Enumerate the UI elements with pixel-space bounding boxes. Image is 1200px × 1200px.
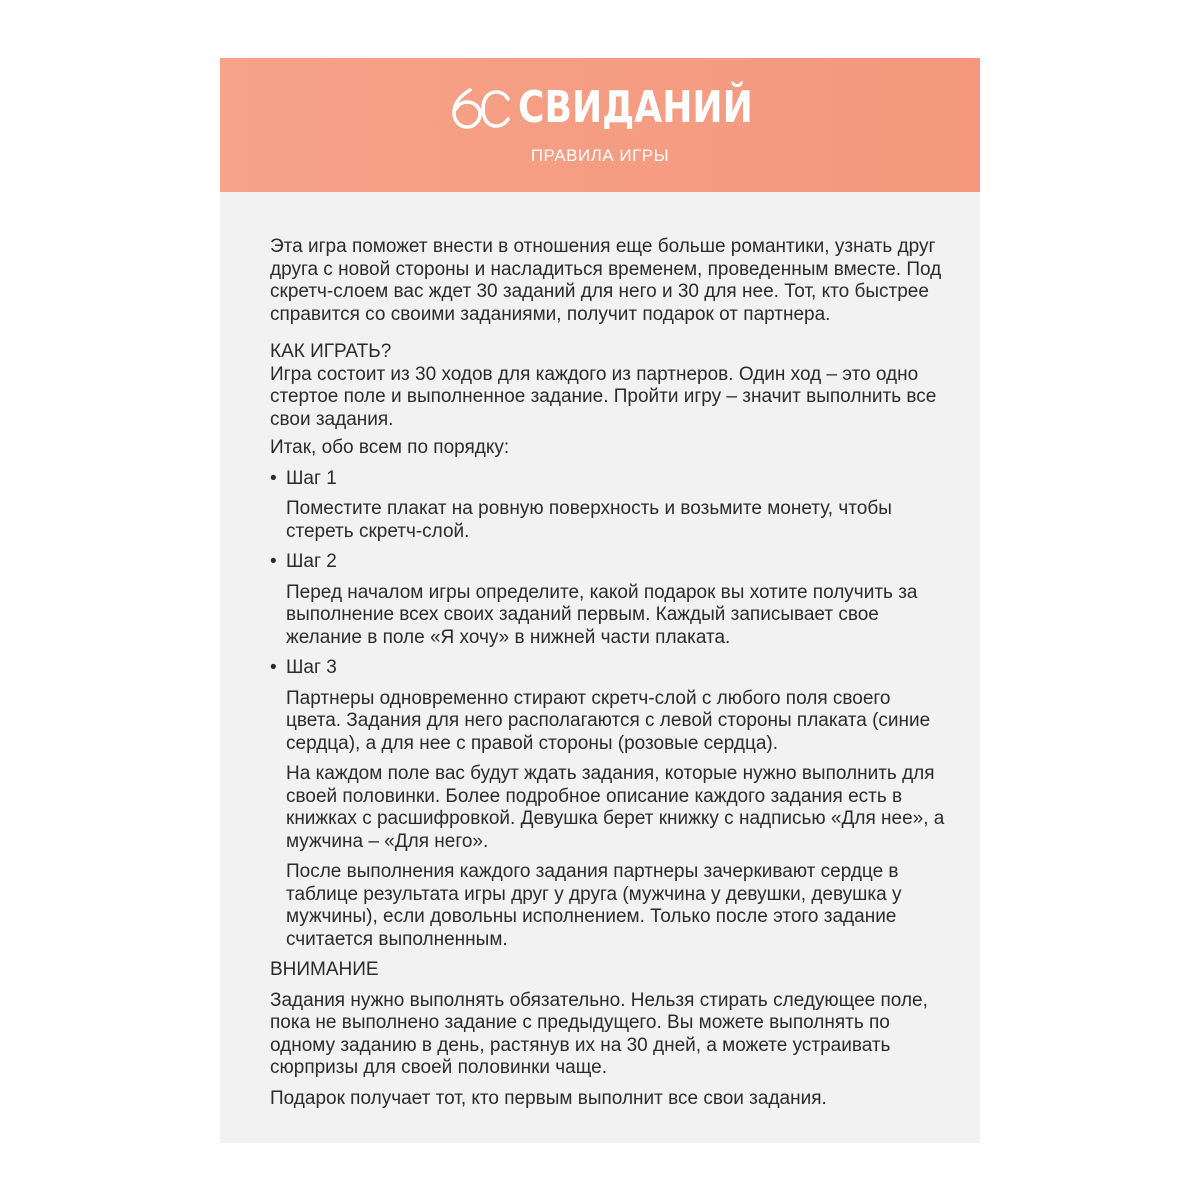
bullet-marker: •: [270, 467, 277, 489]
how-to-play-heading: КАК ИГРАТЬ?: [270, 341, 392, 362]
step-2-title: [270, 551, 950, 574]
step-title: Шаг 2: [286, 551, 337, 572]
step-3-text-2: На каждом поле вас будут ждать задания, которые нужно выполнить для своей половинки. Более подробное описание каждого задания есть в книжках с расшифровкой. Девушка берет книжку с надписью «Для нее», а мужчина – «Для него».: [286, 763, 945, 852]
attention-paragraph-2: Подарок получает тот, кто первым выполнит все свои задания.: [270, 1087, 827, 1109]
attention-heading: ВНИМАНИЕ: [270, 959, 379, 980]
logo-digits-mark: [448, 86, 514, 130]
brand-logo: [220, 82, 980, 134]
how-to-play-description: Игра состоит из 30 ходов для каждого из партнеров. Один ход – это одно стертое поле и выполненное задание. Пройти игру – значит выполнить все свои задания.: [270, 363, 937, 430]
intro-paragraph: Эта игра поможет внести в отношения еще больше романтики, узнать друг друга с новой стороны и насладиться временем, проведенным вместе. Под скретч-слоем вас ждет 30 заданий для него и 30 для нее. Тот, кто быстрее справится со своими заданиями, получит подарок от партнера.: [270, 236, 942, 325]
step-3-text-1: Партнеры одновременно стирают скретч-слой с любого поля своего цвета. Задания для него располагаются с левой стороны плаката (синие сердца), а для нее с правой стороны (розовые сердца).: [286, 687, 931, 754]
step-2-text: Перед началом игры определите, какой подарок вы хотите получить за выполнение всех своих заданий первым. Каждый записывает свое желание в поле «Я хочу» в нижней части плаката.: [286, 581, 918, 648]
step-3-text-3: После выполнения каждого задания партнеры зачеркивают сердце в таблице результата игры друг у друга (мужчина у девушки, девушка у мужчины), если довольны исполнением. Только после этого задание считается выполненным.: [286, 861, 902, 950]
step-1-title: [270, 468, 950, 491]
rules-card: [220, 58, 980, 1143]
step-title: Шаг 1: [286, 467, 337, 489]
bullet-marker: •: [270, 657, 277, 678]
rules-content: [270, 236, 950, 1110]
logo-60-icon: [448, 86, 514, 130]
page-subtitle: ПРАВИЛА ИГРЫ: [530, 146, 670, 165]
bullet-marker: •: [270, 551, 277, 572]
step-1-text: Поместите плакат на ровную поверхность и возьмите монету, чтобы стереть скретч-слой.: [286, 498, 892, 542]
step-3-title: [270, 657, 950, 680]
header-banner: [220, 58, 980, 192]
attention-paragraph-1: Задания нужно выполнять обязательно. Нельзя стирать следующее поле, пока не выполнено задание с предыдущего. Вы можете выполнять по одному заданию в день, растянув их на 30 дней, а можете устраивать сюрпризы для своей половинки чаще.: [270, 989, 928, 1078]
logo-word: СВИДАНИЙ: [517, 82, 753, 133]
step-title: Шаг 3: [286, 657, 337, 678]
how-to-play-lead: Итак, обо всем по порядку:: [270, 437, 510, 458]
